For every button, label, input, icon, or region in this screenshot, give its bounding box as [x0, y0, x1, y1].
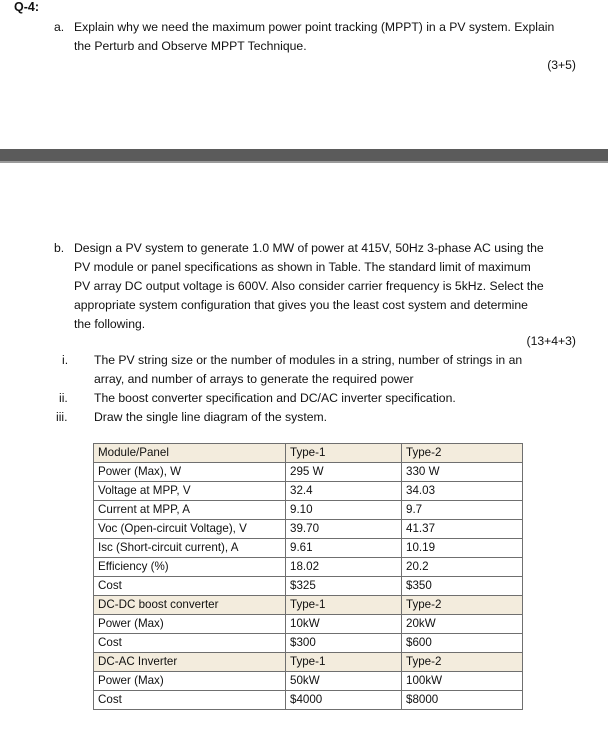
table-cell: 41.37 [402, 520, 523, 539]
table-cell: Power (Max) [94, 672, 286, 691]
table-cell: 295 W [286, 463, 402, 482]
item-ii-text: The boost converter specification and DC/AC inverter specification. [94, 391, 456, 405]
table-row [94, 539, 523, 558]
table-cell: DC-DC boost converter [94, 596, 286, 615]
part-b-marks: (13+4+3) [526, 334, 576, 348]
table-cell: Module/Panel [94, 444, 286, 463]
table-row [94, 596, 523, 615]
table-cell: 20kW [402, 615, 523, 634]
table-row [94, 653, 523, 672]
part-b-line-4: appropriate system configuration that gives you the least cost system and determine [74, 298, 528, 312]
table-cell: 9.7 [402, 501, 523, 520]
table-cell: Type-2 [402, 653, 523, 672]
table-cell: $8000 [402, 691, 523, 710]
table-row [94, 672, 523, 691]
part-b-letter: b. [54, 241, 65, 255]
specification-table [93, 443, 523, 710]
table-cell: 34.03 [402, 482, 523, 501]
item-i-line-2: array, and number of arrays to generate the required power [94, 372, 414, 386]
table-row [94, 558, 523, 577]
table-cell: Cost [94, 577, 286, 596]
table-cell: Power (Max) [94, 615, 286, 634]
table-cell: 50kW [286, 672, 402, 691]
table-cell: Voc (Open-circuit Voltage), V [94, 520, 286, 539]
table-cell: Type-1 [286, 596, 402, 615]
table-cell: $325 [286, 577, 402, 596]
table-row [94, 501, 523, 520]
table-cell: Cost [94, 691, 286, 710]
table-cell: 9.61 [286, 539, 402, 558]
table-cell: Current at MPP, A [94, 501, 286, 520]
table-cell: 10kW [286, 615, 402, 634]
table-cell: DC-AC Inverter [94, 653, 286, 672]
item-iii-number: iii. [56, 410, 68, 424]
question-title: Q-4: [14, 0, 39, 14]
table-cell: 10.19 [402, 539, 523, 558]
part-b-line-5: the following. [74, 317, 146, 331]
table-cell: 20.2 [402, 558, 523, 577]
table-row [94, 463, 523, 482]
table-row [94, 520, 523, 539]
table-cell: Cost [94, 634, 286, 653]
table-cell: Isc (Short-circuit current), A [94, 539, 286, 558]
table-row [94, 577, 523, 596]
table-cell: Type-1 [286, 653, 402, 672]
table-cell: 32.4 [286, 482, 402, 501]
table-cell: Type-2 [402, 444, 523, 463]
table-row [94, 634, 523, 653]
part-a-line-1: Explain why we need the maximum power point tracking (MPPT) in a PV system. Explain [74, 20, 555, 34]
item-i-line-1: The PV string size or the number of modules in a string, number of strings in an [94, 353, 523, 367]
item-ii-number: ii. [59, 391, 68, 405]
item-i-number: i. [62, 353, 69, 367]
table-cell: $4000 [286, 691, 402, 710]
part-a-letter: a. [54, 20, 65, 34]
table-row [94, 691, 523, 710]
table-cell: 330 W [402, 463, 523, 482]
table-cell: Type-1 [286, 444, 402, 463]
part-b-line-1: Design a PV system to generate 1.0 MW of power at 415V, 50Hz 3-phase AC using the [74, 241, 544, 255]
table-cell: 100kW [402, 672, 523, 691]
table-cell: 9.10 [286, 501, 402, 520]
table-cell: Type-2 [402, 596, 523, 615]
table-cell: 39.70 [286, 520, 402, 539]
table-cell: $600 [402, 634, 523, 653]
part-a-marks: (3+5) [547, 58, 576, 72]
section-divider-shadow [0, 161, 608, 163]
section-divider [0, 149, 608, 161]
table-cell: $300 [286, 634, 402, 653]
table-cell: $350 [402, 577, 523, 596]
table-cell: 18.02 [286, 558, 402, 577]
table-row [94, 482, 523, 501]
part-a-line-2: the Perturb and Observe MPPT Technique. [74, 39, 307, 53]
part-b-line-3: PV array DC output voltage is 600V. Also consider carrier frequency is 5kHz. Select the [74, 279, 544, 293]
table-row [94, 444, 523, 463]
table-row [94, 615, 523, 634]
table-cell: Voltage at MPP, V [94, 482, 286, 501]
table-cell: Power (Max), W [94, 463, 286, 482]
item-iii-text: Draw the single line diagram of the system. [94, 410, 328, 424]
part-b-line-2: PV module or panel specifications as shown in Table. The standard limit of maximum [74, 260, 531, 274]
table-cell: Efficiency (%) [94, 558, 286, 577]
